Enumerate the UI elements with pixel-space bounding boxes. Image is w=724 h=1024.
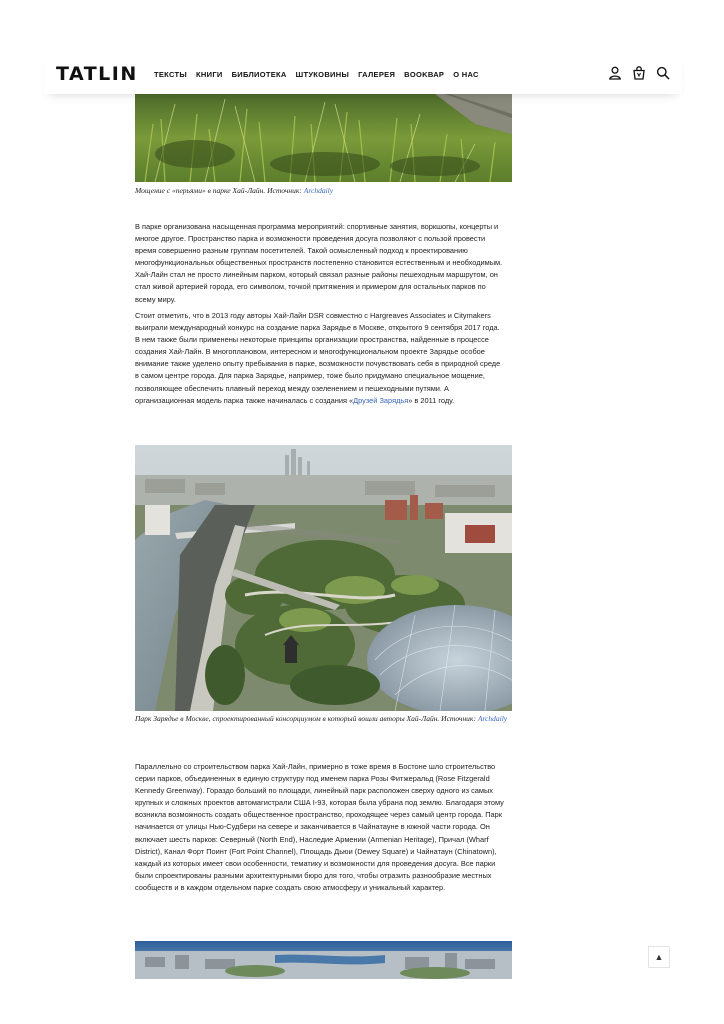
main-nav (154, 70, 479, 79)
search-icon[interactable] (656, 66, 670, 80)
nav-item-about[interactable]: О НАС (453, 70, 479, 79)
paragraph-program: В парке организована насыщенная программа мероприятий: спортивные занятия, воркшопы, концерты и многое другое. Пространство парка и возможности проведения досуга позволяют с пользой провести время совершенно разным группам посетителей. Такой осмысленный подход к проектированию многофункциональных общественных пространств постепенно становится естественным и необходимым. Хай-Лайн стал не просто линейным парком, который связал разные районы пешеходным маршрутом, он стал живой артерией города, его символом, точкой притяжения и примером для остальных парков по всему миру. (135, 222, 503, 304)
user-icon[interactable] (608, 66, 622, 80)
nav-item-texts[interactable]: ТЕКСТЫ (154, 70, 188, 79)
cart-icon[interactable] (632, 66, 646, 80)
paragraph-zaryadye: Стоит отметить, что в 2013 году авторы Хай-Лайн DSR совместно с Hargreaves Associates и Citymakers выиграли международный конкурс на создание парка Зарядье в Москве, открытого 9 сентября 2017 года. В нем также были применены некоторые принципы организации пространства, найденные в процессе создания Хай-Лайн. В многоплановом, интересном и многофункциональном проекте Зарядье особое внимание также уделено опыту пребывания в парке, возможности почувствовать себя в природной среде в самом центре города. Для парка Зарядье, например, тоже было придумано специальное мощение, позволяющее обеспечить плавный переход между озеленением и пешеходными путями. А организационная модель парка также начиналась с создания «Друзей Зарядья» в 2011 году. (135, 311, 501, 405)
nav-item-library[interactable]: БИБЛИОТЕКА (231, 70, 287, 79)
site-logo[interactable]: TATLIN (56, 63, 138, 85)
nav-item-gallery[interactable]: ГАЛЕРЕЯ (358, 70, 396, 79)
scroll-to-top-button[interactable] (648, 946, 670, 968)
photo-boston-greenway (135, 941, 512, 979)
paragraph-boston-greenway: Параллельно со строительством парка Хай-Лайн, примерно в тоже время в Бостоне шло строительство серии парков, объединенных в единую структуру под именем парка Розы Фитжеральд (Rose Fitzgerald Kennedy Greenway). Гораздо больший по площади, линейный парк расположен сверху одного из самых крупных и сложных проектов автомагистрали США I-93, которая была убрана под землю. Благодаря этому возникла возможность создать общественное пространство, проходящее через самый центр города. Парк начинается от улицы Нью-Судбери на севере и заканчивается в Чайнатауне в южной части города. Он включает шесть парков: Северный (North End), Наследие Армении (Armenian Heritage), Причал (Wharf District), Канал Форт Поинт (Fort Point Channel), Площадь Дьюи (Dewey Square) и Чайнатаун (Chinatown), каждый из которых имеет свои особенности, тематику и возможности для проведения досуга. Все парки были спроектированы разными архитектурными бюро для того, чтобы отразить разнообразие местных сообществ и в каждом отдельном парке создать свою атмосферу и уникальный характер. (135, 762, 504, 892)
site-header (44, 52, 682, 94)
caption-source-link[interactable]: Archdaily (303, 186, 334, 195)
header-icons (608, 66, 670, 80)
friends-of-zaryadye-link[interactable]: Друзей Зарядья (353, 395, 409, 405)
photo-zaryadye-park (135, 445, 512, 711)
caption-zaryadye-park: Парк Зарядье в Москве, спроектированный консорциумом в который вошли авторы Хай-Лайн. Источник: Archdaily (135, 714, 508, 723)
nav-item-books[interactable]: КНИГИ (196, 70, 223, 79)
photo-high-line-paving (135, 94, 512, 182)
caption-high-line-paving: Мощение с «перьями» в парке Хай-Лайн. Источник: Archdaily (135, 186, 334, 195)
arrow-up-icon: ▲ (654, 952, 664, 962)
nav-item-bookvar[interactable]: BOOKВАР (404, 70, 445, 79)
caption-source-link-2[interactable]: Archdaily (477, 714, 508, 723)
nav-item-gadgets[interactable]: ШТУКОВИНЫ (295, 70, 350, 79)
